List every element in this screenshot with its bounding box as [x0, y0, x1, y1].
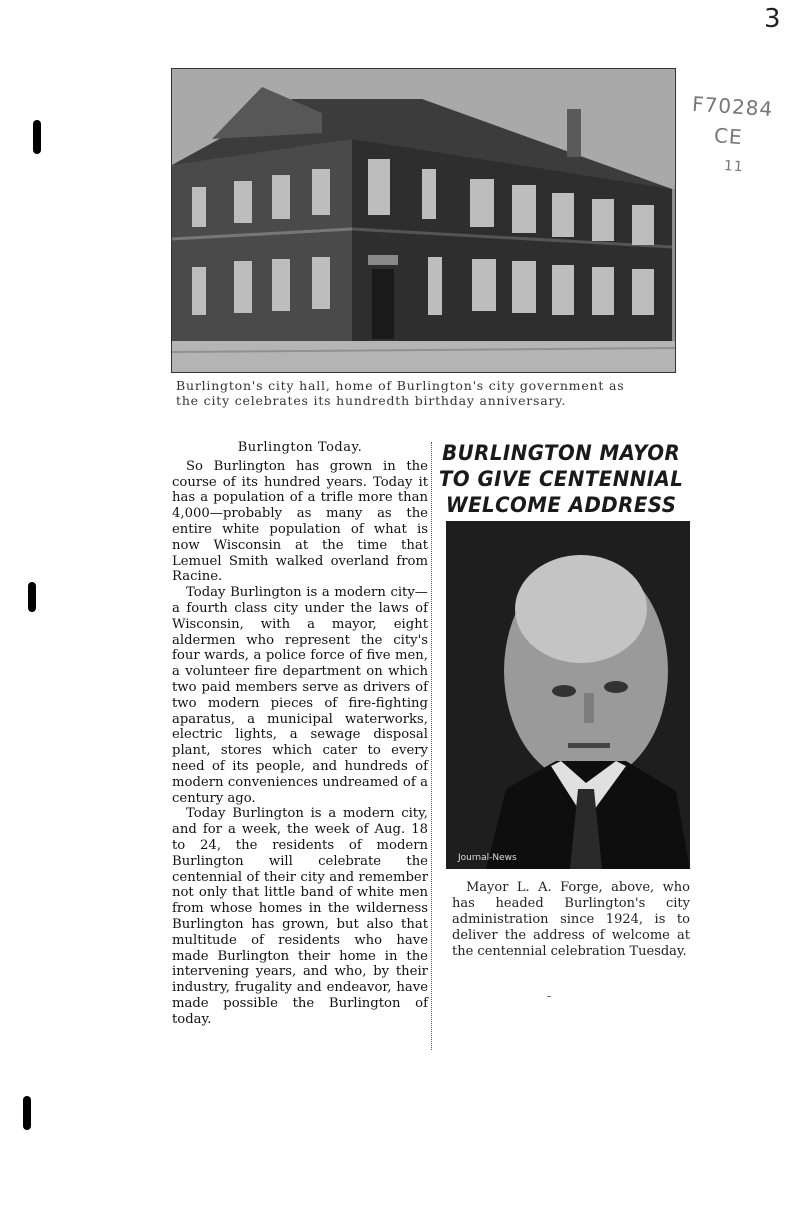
photo-caption — [176, 378, 676, 408]
city-hall-photo — [171, 68, 676, 373]
archive-annotation — [687, 89, 793, 186]
portrait-caption-text: Mayor L. A. Forge, above, who has headed Burlington's city administration since 1924, is to deliver the address of welcome at the centennial celebration Tuesday. — [452, 880, 690, 959]
article-paragraph: So Burlington has grown in the course of its hundred years. Today it has a population of a trifle more than 4,000—probably as many as the entire white population of what is now Wisconsin at the time that Lemuel Smith walked overland from Racine. — [172, 458, 428, 585]
binder-hole — [28, 582, 36, 612]
headline — [438, 440, 684, 518]
city-hall-illustration — [172, 69, 675, 372]
caption-line: the city celebrates its hundredth birthday anniversary. — [176, 393, 567, 408]
binder-hole — [23, 1096, 31, 1130]
article-column — [172, 440, 428, 1027]
headline-line: TO GIVE CENTENNIAL — [438, 467, 684, 491]
portrait-caption — [452, 880, 690, 960]
archive-mark: F70284 — [691, 91, 774, 122]
photo-credit: Journal-News — [458, 853, 517, 863]
article-subheading: Burlington Today. — [237, 440, 363, 455]
column-divider — [431, 442, 432, 1050]
headline-line: WELCOME ADDRESS — [445, 493, 677, 517]
mayor-illustration — [446, 521, 690, 869]
archive-mark: CE — [713, 123, 744, 150]
caption-line: Burlington's city hall, home of Burlington's city government as — [176, 378, 625, 393]
separator-mark — [547, 996, 551, 997]
headline-line: BURLINGTON MAYOR — [442, 441, 681, 465]
article-paragraph: Today Burlington is a modern city—a fourth class city under the laws of Wisconsin, with a mayor, eight aldermen who represent the city's four wards, a police force of five men, a volunteer fire department on which two paid members serve as drivers of two modern pieces of fire-fighting aparatus, a municipal waterworks, electric lights, a sewage disposal plant, stores which cater to every need of its people, and hundreds of modern conveniences undreamed of a century ago. — [172, 585, 428, 806]
archive-mark: 11 — [723, 157, 745, 176]
binder-hole — [33, 120, 41, 154]
page-number: 3 — [764, 4, 781, 34]
article-paragraph: Today Burlington is a modern city, and for a week, the week of Aug. 18 to 24, the residents of modern Burlington will celebrate the centennial of their city and remember not only that little band of white men from whose homes in the wilderness Burlington has grown, but also that multitude of residents who have made Burlington their home in the intervening years, and who, by their industry, frugality and endeavor, have made possible the Burlington of today. — [172, 806, 428, 1027]
mayor-portrait — [446, 521, 690, 869]
